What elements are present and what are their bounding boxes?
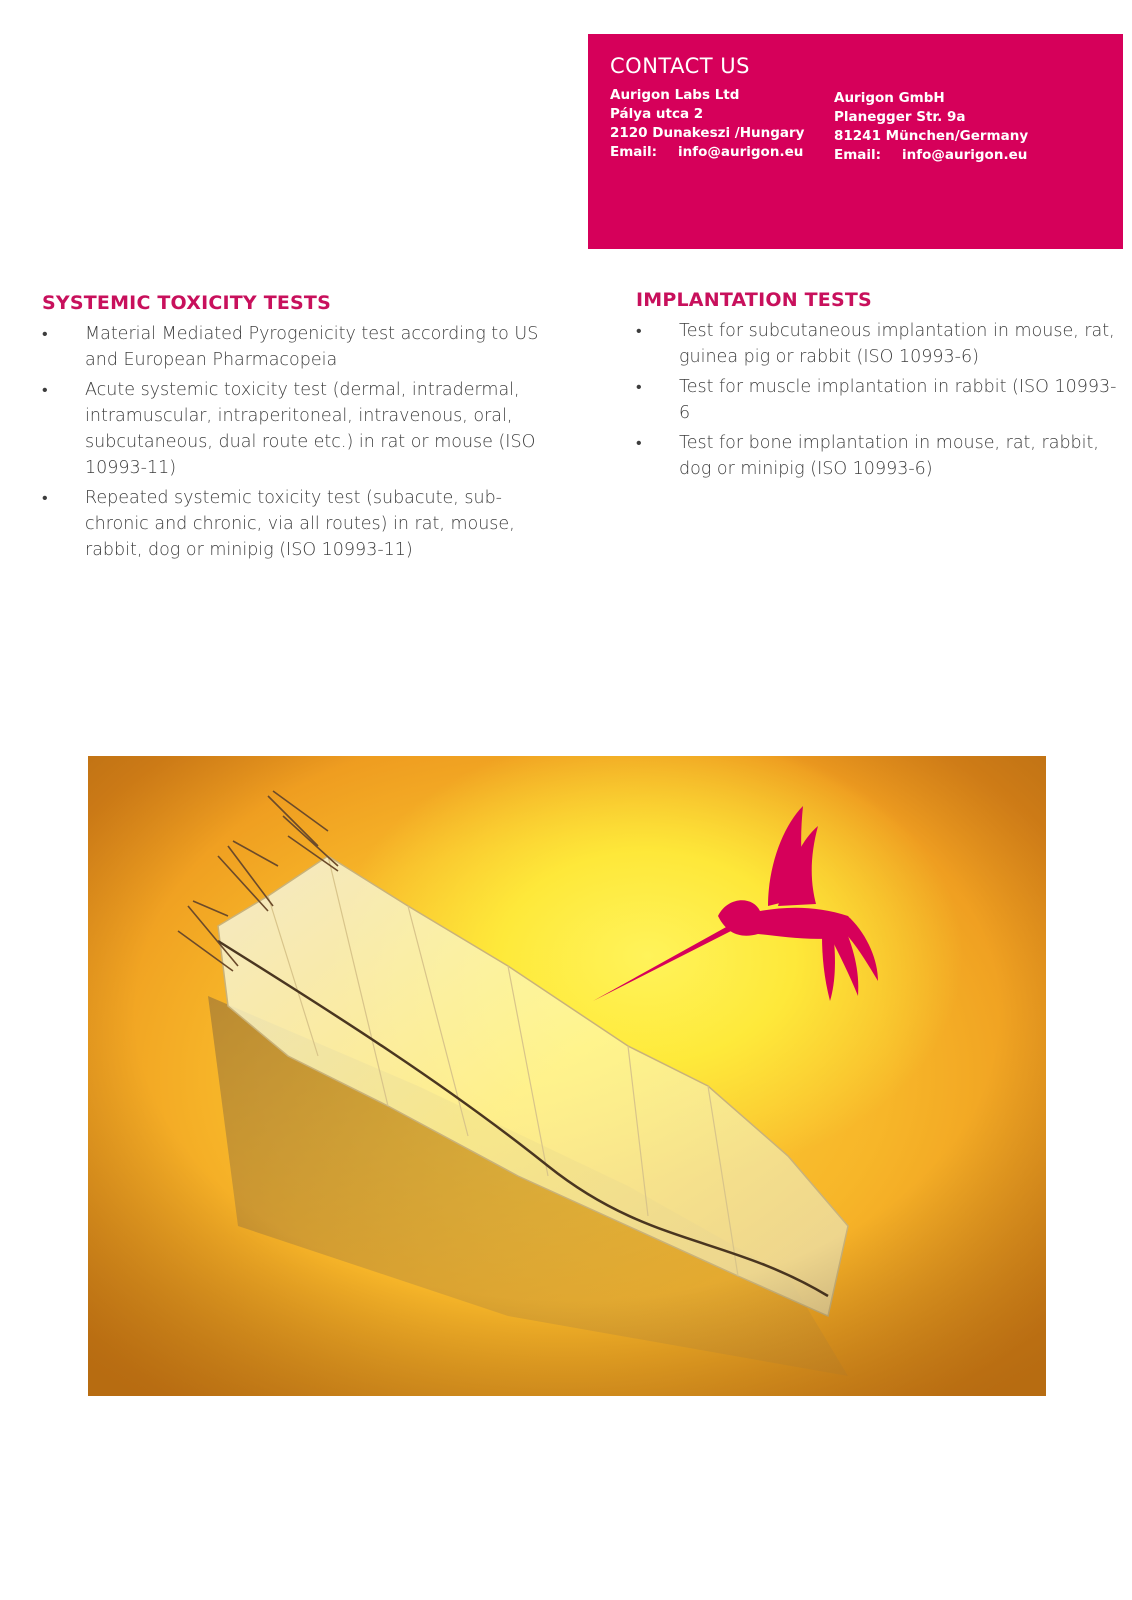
photo-illustration	[88, 756, 1046, 1396]
list-item	[636, 374, 1126, 426]
list-item-text: Test for muscle implantation in rabbit (ISO 10993-6	[679, 377, 1117, 423]
email-label: Email:	[834, 147, 882, 163]
bullet-icon: •	[42, 380, 48, 399]
implantation-tests-list	[636, 318, 1126, 482]
bullet-icon: •	[42, 488, 48, 507]
list-item	[636, 430, 1126, 482]
contact-box	[588, 34, 1123, 249]
list-item-text: Test for bone implantation in mouse, rat, rabbit, dog or minipig (ISO 10993-6)	[679, 433, 1099, 479]
photo-vignette	[88, 756, 1046, 1396]
section-title: IMPLANTATION TESTS	[636, 289, 872, 311]
systemic-toxicity-section	[42, 292, 542, 567]
bullet-icon: •	[636, 377, 642, 396]
contact-address-germany	[834, 89, 1028, 165]
email-link[interactable]: info@aurigon.eu	[902, 147, 1028, 163]
company-name: Aurigon Labs Ltd	[610, 87, 740, 103]
list-item-text: Repeated systemic toxicity test (subacute, sub-chronic and chronic, via all routes) in rat, mouse, rabbit, dog or minipig (ISO 10993-11)	[85, 488, 515, 560]
city-country: 2120 Dunakeszi /Hungary	[610, 125, 805, 141]
list-item	[42, 377, 542, 481]
list-item-text: Material Mediated Pyrogenicity test according to US and European Pharmacopeia	[85, 324, 539, 370]
email-link[interactable]: info@aurigon.eu	[678, 144, 804, 160]
list-item	[636, 318, 1126, 370]
bullet-icon: •	[636, 433, 642, 452]
list-item	[42, 321, 542, 373]
list-item-text: Test for subcutaneous implantation in mouse, rat, guinea pig or rabbit (ISO 10993-6)	[679, 321, 1115, 367]
implantation-section	[636, 289, 1126, 486]
bullet-icon: •	[636, 321, 642, 340]
email-row	[834, 146, 1028, 165]
contact-title: CONTACT US	[610, 54, 750, 78]
list-item	[42, 485, 542, 563]
contact-address-hungary	[610, 86, 804, 162]
street-address: Planegger Str. 9a	[834, 109, 966, 125]
company-name: Aurigon GmbH	[834, 90, 945, 106]
list-item-text: Acute systemic toxicity test (dermal, intradermal, intramuscular, intraperitoneal, intravenous, oral, subcutaneous, dual route etc.) in rat or mouse (ISO 10993-11)	[85, 380, 536, 478]
street-address: Pálya utca 2	[610, 106, 704, 122]
systemic-tests-list	[42, 321, 542, 563]
section-title: SYSTEMIC TOXICITY TESTS	[42, 292, 331, 314]
city-country: 81241 München/Germany	[834, 128, 1029, 144]
email-label: Email:	[610, 144, 658, 160]
email-row	[610, 143, 804, 162]
bullet-icon: •	[42, 324, 48, 343]
stent-graft-photo	[88, 756, 1046, 1396]
